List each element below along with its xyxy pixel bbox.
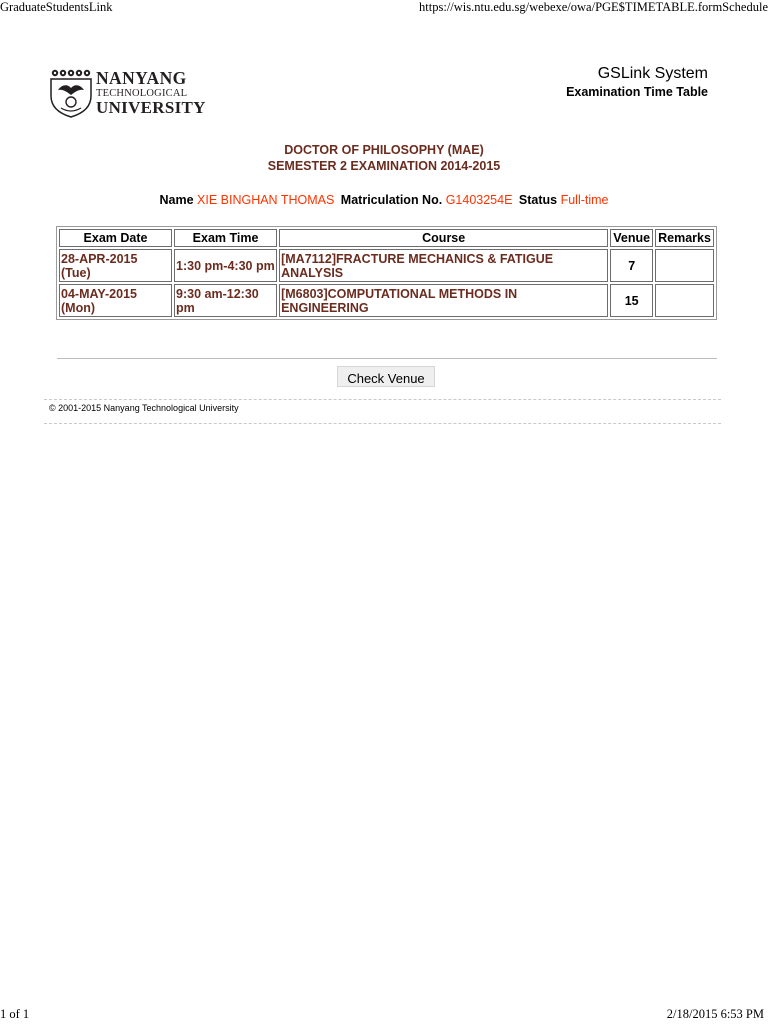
exam-timetable bbox=[56, 226, 717, 320]
ntu-logo[interactable] bbox=[49, 68, 206, 120]
exam-date-cell: 28-APR-2015 (Tue) bbox=[59, 249, 172, 282]
header-exam-time: Exam Time bbox=[174, 229, 277, 247]
matric-number: G1403254E bbox=[445, 193, 513, 207]
copyright-text: © 2001-2015 Nanyang Technological University bbox=[49, 403, 239, 413]
programme-name: DOCTOR OF PHILOSOPHY (MAE) bbox=[284, 143, 484, 157]
logo-line-3: UNIVERSITY bbox=[96, 98, 206, 117]
header-course: Course bbox=[279, 229, 608, 247]
print-header bbox=[0, 0, 768, 18]
divider bbox=[57, 358, 717, 359]
logo-line-2: TECHNOLOGICAL bbox=[96, 88, 188, 99]
print-url: https://wis.ntu.edu.sg/webexe/owa/PGE$TIMETABLE.formSchedule bbox=[419, 0, 768, 14]
venue-cell: 7 bbox=[610, 249, 653, 282]
print-page-title: GraduateStudentsLink bbox=[0, 0, 113, 14]
ntu-crest-icon bbox=[49, 68, 93, 118]
check-venue-button[interactable]: Check Venue bbox=[337, 366, 435, 387]
semester-title: SEMESTER 2 EXAMINATION 2014-2015 bbox=[267, 159, 501, 173]
course-cell: [M6803]COMPUTATIONAL METHODS IN ENGINEERING bbox=[279, 284, 608, 317]
footer-divider-bottom bbox=[44, 423, 721, 424]
student-info bbox=[0, 193, 768, 207]
matric-label: Matriculation No. bbox=[340, 193, 443, 207]
system-title: GSLink System bbox=[597, 65, 708, 82]
remarks-cell bbox=[655, 284, 714, 317]
student-status: Full-time bbox=[560, 193, 609, 207]
name-label: Name bbox=[159, 193, 194, 207]
page-count: 1 of 1 bbox=[0, 1007, 30, 1021]
table-row bbox=[59, 284, 714, 317]
system-subtitle: Examination Time Table bbox=[566, 85, 708, 99]
table-header-row bbox=[59, 229, 714, 247]
printed-at: 2/18/2015 6:53 PM bbox=[666, 1007, 764, 1021]
header-remarks: Remarks bbox=[655, 229, 714, 247]
status-label: Status bbox=[518, 193, 558, 207]
programme-heading bbox=[0, 142, 768, 174]
exam-date-cell: 04-MAY-2015 (Mon) bbox=[59, 284, 172, 317]
venue-cell: 15 bbox=[610, 284, 653, 317]
footer-divider-top bbox=[44, 399, 721, 400]
header-exam-date: Exam Date bbox=[59, 229, 172, 247]
remarks-cell bbox=[655, 249, 714, 282]
logo-line-1: NANYANG bbox=[96, 68, 187, 88]
table-row bbox=[59, 249, 714, 282]
exam-time-cell: 1:30 pm-4:30 pm bbox=[174, 249, 277, 282]
header-venue: Venue bbox=[610, 229, 653, 247]
course-cell: [MA7112]FRACTURE MECHANICS & FATIGUE ANALYSIS bbox=[279, 249, 608, 282]
system-title-block bbox=[566, 65, 708, 100]
print-footer bbox=[0, 1004, 768, 1024]
student-name: XIE BINGHAN THOMAS bbox=[197, 193, 335, 207]
exam-time-cell: 9:30 am-12:30 pm bbox=[174, 284, 277, 317]
